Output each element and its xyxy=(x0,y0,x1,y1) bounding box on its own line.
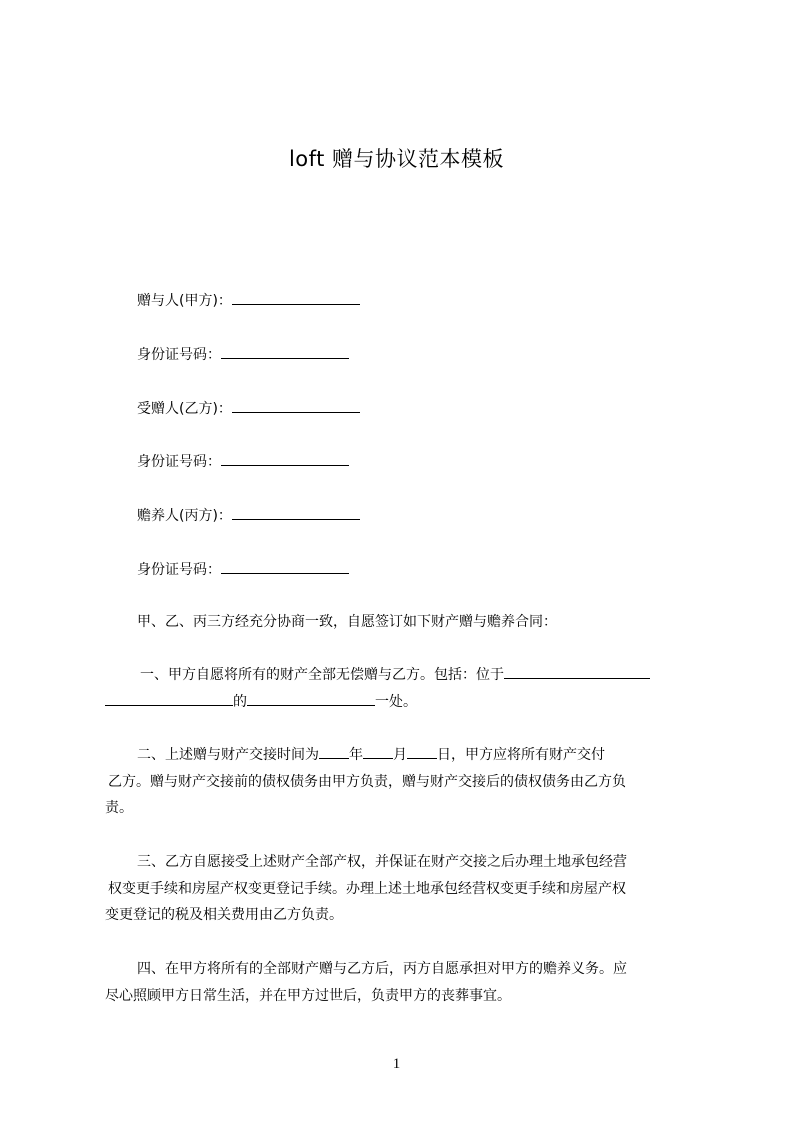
month-blank[interactable] xyxy=(363,745,393,759)
donee-field xyxy=(137,399,360,419)
page-number: 1 xyxy=(392,1056,401,1072)
donor-id-field xyxy=(137,345,349,365)
supporter-id-field xyxy=(137,560,349,580)
supporter-field xyxy=(137,506,360,526)
clause-2-line-3: 责。 xyxy=(105,800,133,816)
donor-id-label: 身份证号码： xyxy=(137,347,221,363)
supporter-id-blank[interactable] xyxy=(221,560,349,574)
clause-1-property-blank[interactable] xyxy=(247,692,375,706)
clause-4-line-1: 四、在甲方将所有的全部财产赠与乙方后，丙方自愿承担对甲方的赡养义务。应 xyxy=(137,961,627,977)
year-label: 年 xyxy=(349,747,363,763)
year-blank[interactable] xyxy=(319,745,349,759)
supporter-label: 赡养人(丙方)： xyxy=(137,508,232,524)
clause-2-line-1 xyxy=(137,745,705,765)
donor-blank[interactable] xyxy=(232,291,360,305)
day-blank[interactable] xyxy=(407,745,437,759)
clause-2-line-2: 乙方。赠与财产交接前的债权债务由甲方负责，赠与财产交接后的债权债务由乙方负 xyxy=(108,774,626,790)
clause-1-line-1 xyxy=(140,665,705,685)
donor-id-blank[interactable] xyxy=(221,345,349,359)
clause-2-text-b: 日，甲方应将所有财产交付 xyxy=(437,747,605,763)
month-label: 月 xyxy=(393,747,407,763)
clause-1-location-blank-2[interactable] xyxy=(105,692,233,706)
clause-1-line-2 xyxy=(105,692,705,712)
clause-3-line-3: 变更登记的税及相关费用由乙方负责。 xyxy=(105,907,343,923)
clause-1-end: 一处。 xyxy=(375,694,417,710)
intro-paragraph: 甲、乙、丙三方经充分协商一致，自愿签订如下财产赠与赡养合同： xyxy=(137,614,557,630)
donee-label: 受赠人(乙方)： xyxy=(137,401,232,417)
supporter-blank[interactable] xyxy=(232,506,360,520)
donee-blank[interactable] xyxy=(232,399,360,413)
clause-3-line-2: 权变更手续和房屋产权变更登记手续。办理上述土地承包经营权变更手续和房屋产权 xyxy=(108,881,626,897)
clause-3-line-1: 三、乙方自愿接受上述财产全部产权，并保证在财产交接之后办理土地承包经营 xyxy=(137,854,627,870)
clause-1-text: 一、甲方自愿将所有的财产全部无偿赠与乙方。包括：位于 xyxy=(140,667,504,683)
supporter-id-label: 身份证号码： xyxy=(137,562,221,578)
donee-id-field xyxy=(137,452,349,472)
donee-id-blank[interactable] xyxy=(221,452,349,466)
donee-id-label: 身份证号码： xyxy=(137,454,221,470)
document-title: loft 赠与协议范本模板 xyxy=(288,147,505,171)
clause-1-location-blank[interactable] xyxy=(504,665,650,679)
clause-4-line-2: 尽心照顾甲方日常生活，并在甲方过世后，负责甲方的丧葬事宜。 xyxy=(105,988,511,1004)
donor-field xyxy=(137,291,360,311)
clause-2-text-a: 二、上述赠与财产交接时间为 xyxy=(137,747,319,763)
clause-1-of: 的 xyxy=(233,694,247,710)
donor-label: 赠与人(甲方)： xyxy=(137,293,232,309)
